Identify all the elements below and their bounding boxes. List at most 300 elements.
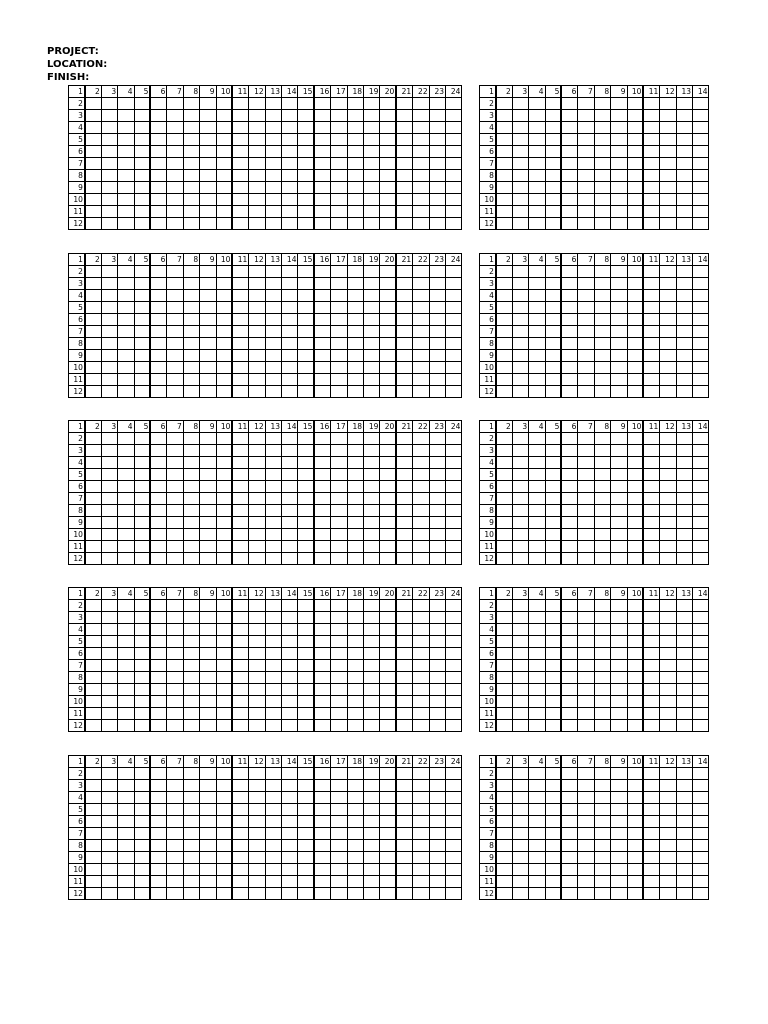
grid-cell bbox=[611, 804, 627, 816]
column-number: 6 bbox=[561, 756, 577, 768]
grid-cell bbox=[627, 158, 643, 170]
grid-cell bbox=[167, 182, 183, 194]
column-number: 14 bbox=[282, 254, 298, 266]
grid-cell bbox=[660, 326, 676, 338]
row-number: 9 bbox=[69, 684, 85, 696]
grid-cell bbox=[183, 158, 199, 170]
grid-cell bbox=[445, 98, 461, 110]
grid-cell bbox=[413, 206, 429, 218]
grid-cell bbox=[396, 493, 412, 505]
row-number: 11 bbox=[69, 708, 85, 720]
grid-cell bbox=[413, 708, 429, 720]
grid-cell bbox=[265, 110, 281, 122]
column-number: 14 bbox=[693, 756, 709, 768]
column-number: 13 bbox=[676, 254, 692, 266]
grid-cell bbox=[85, 517, 101, 529]
grid-cell bbox=[364, 792, 380, 804]
grid-cell bbox=[232, 828, 248, 840]
grid-cell bbox=[200, 266, 216, 278]
grid-cell bbox=[380, 338, 396, 350]
grid-cell bbox=[85, 290, 101, 302]
grid-cell bbox=[282, 457, 298, 469]
grid-cell bbox=[578, 768, 594, 780]
grid-cell bbox=[676, 326, 692, 338]
grid-cell bbox=[85, 386, 101, 398]
grid-cell bbox=[594, 278, 610, 290]
column-number: 1 bbox=[69, 588, 85, 600]
grid-cell bbox=[331, 433, 347, 445]
grid-cell bbox=[660, 362, 676, 374]
row-number: 7 bbox=[480, 828, 496, 840]
grid-cell bbox=[183, 98, 199, 110]
grid-cell bbox=[167, 816, 183, 828]
grid-cell bbox=[396, 206, 412, 218]
grid-cell bbox=[85, 314, 101, 326]
grid-cell bbox=[314, 146, 330, 158]
grid-cell bbox=[512, 266, 528, 278]
grid-cell bbox=[380, 493, 396, 505]
grid-cell bbox=[232, 816, 248, 828]
grid-cell bbox=[445, 708, 461, 720]
row-number: 4 bbox=[69, 624, 85, 636]
grid-cell bbox=[249, 433, 265, 445]
grid-cell bbox=[85, 636, 101, 648]
grid-cell bbox=[429, 768, 445, 780]
grid-cell bbox=[413, 876, 429, 888]
grid-cell bbox=[611, 433, 627, 445]
grid-cell bbox=[298, 314, 314, 326]
grid-cell bbox=[249, 469, 265, 481]
grid-cell bbox=[216, 218, 232, 230]
grid-cell bbox=[594, 541, 610, 553]
grid-cell bbox=[331, 457, 347, 469]
row-number: 8 bbox=[480, 672, 496, 684]
grid-cell bbox=[331, 122, 347, 134]
grid-cell bbox=[529, 660, 545, 672]
column-number: 13 bbox=[676, 756, 692, 768]
grid-cell bbox=[594, 350, 610, 362]
column-number: 6 bbox=[150, 421, 166, 433]
row-number: 6 bbox=[69, 481, 85, 493]
grid-row bbox=[480, 146, 709, 158]
grid-cell bbox=[396, 804, 412, 816]
grid-cell bbox=[167, 445, 183, 457]
grid-cell bbox=[265, 386, 281, 398]
grid-cell bbox=[134, 648, 150, 660]
grid-cell bbox=[660, 110, 676, 122]
grid-cell bbox=[496, 684, 512, 696]
grid-cell bbox=[429, 648, 445, 660]
grid-cell bbox=[331, 218, 347, 230]
grid-cell bbox=[660, 660, 676, 672]
row-number: 9 bbox=[69, 852, 85, 864]
grid-cell bbox=[445, 362, 461, 374]
grid-cell bbox=[627, 816, 643, 828]
grid-cell bbox=[561, 481, 577, 493]
column-number: 18 bbox=[347, 588, 363, 600]
grid-cell bbox=[150, 517, 166, 529]
grid-cell bbox=[232, 206, 248, 218]
grid-cell bbox=[249, 290, 265, 302]
grid-cell bbox=[660, 170, 676, 182]
grid-cell bbox=[200, 374, 216, 386]
grid-row bbox=[69, 708, 462, 720]
grid-cell bbox=[643, 816, 659, 828]
grid-cell bbox=[249, 206, 265, 218]
grid-cell bbox=[429, 433, 445, 445]
grid-cell bbox=[693, 146, 709, 158]
grid-cell bbox=[561, 493, 577, 505]
row-number: 10 bbox=[69, 194, 85, 206]
grid-cell bbox=[643, 505, 659, 517]
grid-cell bbox=[445, 170, 461, 182]
grid-cell bbox=[627, 122, 643, 134]
grid-cell bbox=[200, 481, 216, 493]
grid-cell bbox=[611, 612, 627, 624]
grid-cell bbox=[150, 541, 166, 553]
small-grid-4 bbox=[479, 587, 709, 732]
grid-cell bbox=[347, 505, 363, 517]
grid-cell bbox=[134, 541, 150, 553]
grid-cell bbox=[413, 469, 429, 481]
grid-cell bbox=[150, 98, 166, 110]
grid-cell bbox=[282, 445, 298, 457]
grid-cell bbox=[298, 206, 314, 218]
column-number: 4 bbox=[529, 86, 545, 98]
grid-cell bbox=[496, 864, 512, 876]
grid-cell bbox=[134, 529, 150, 541]
grid-cell bbox=[660, 792, 676, 804]
grid-cell bbox=[413, 134, 429, 146]
grid-cell bbox=[529, 493, 545, 505]
grid-cell bbox=[331, 840, 347, 852]
grid-cell bbox=[611, 708, 627, 720]
grid-cell bbox=[545, 457, 561, 469]
grid-cell bbox=[150, 648, 166, 660]
grid-cell bbox=[314, 182, 330, 194]
row-number: 7 bbox=[480, 158, 496, 170]
grid-cell bbox=[660, 612, 676, 624]
grid-cell bbox=[496, 529, 512, 541]
grid-row bbox=[69, 864, 462, 876]
grid-cell bbox=[134, 146, 150, 158]
grid-cell bbox=[413, 362, 429, 374]
grid-cell bbox=[578, 708, 594, 720]
grid-cell bbox=[282, 888, 298, 900]
grid-cell bbox=[134, 170, 150, 182]
grid-cell bbox=[627, 672, 643, 684]
grid-cell bbox=[611, 445, 627, 457]
grid-cell bbox=[429, 517, 445, 529]
grid-cell bbox=[594, 326, 610, 338]
grid-cell bbox=[183, 768, 199, 780]
grid-cell bbox=[216, 612, 232, 624]
grid-cell bbox=[364, 338, 380, 350]
grid-cell bbox=[380, 433, 396, 445]
grid-cell bbox=[627, 170, 643, 182]
row-number: 3 bbox=[69, 278, 85, 290]
column-number: 11 bbox=[643, 421, 659, 433]
grid-cell bbox=[545, 469, 561, 481]
grid-cell bbox=[183, 708, 199, 720]
grid-cell bbox=[413, 493, 429, 505]
grid-cell bbox=[380, 888, 396, 900]
grid-cell bbox=[167, 146, 183, 158]
grid-cell bbox=[578, 445, 594, 457]
grid-cell bbox=[380, 350, 396, 362]
grid-cell bbox=[265, 553, 281, 565]
grid-cell bbox=[413, 302, 429, 314]
row-number: 4 bbox=[480, 122, 496, 134]
column-number: 9 bbox=[611, 421, 627, 433]
grid-cell bbox=[445, 110, 461, 122]
grid-cell bbox=[676, 816, 692, 828]
grid-cell bbox=[643, 457, 659, 469]
column-number: 4 bbox=[529, 421, 545, 433]
grid-cell bbox=[643, 134, 659, 146]
grid-cell bbox=[200, 170, 216, 182]
grid-cell bbox=[693, 636, 709, 648]
grid-cell bbox=[413, 768, 429, 780]
grid-cell bbox=[396, 445, 412, 457]
grid-cell bbox=[578, 684, 594, 696]
grid-cell bbox=[561, 708, 577, 720]
grid-cell bbox=[676, 433, 692, 445]
grid-cell bbox=[676, 708, 692, 720]
grid-cell bbox=[298, 110, 314, 122]
grid-cell bbox=[364, 600, 380, 612]
grid-cell bbox=[150, 350, 166, 362]
row-number: 6 bbox=[69, 314, 85, 326]
grid-cell bbox=[134, 469, 150, 481]
grid-cell bbox=[232, 146, 248, 158]
grid-cell bbox=[331, 314, 347, 326]
grid-cell bbox=[183, 624, 199, 636]
column-number: 3 bbox=[512, 86, 528, 98]
grid-cell bbox=[150, 888, 166, 900]
grid-cell bbox=[643, 158, 659, 170]
grid-row bbox=[69, 218, 462, 230]
grid-cell bbox=[150, 302, 166, 314]
grid-cell bbox=[364, 481, 380, 493]
grid-cell bbox=[331, 648, 347, 660]
grid-cell bbox=[150, 684, 166, 696]
grid-cell bbox=[676, 780, 692, 792]
column-number: 10 bbox=[216, 756, 232, 768]
grid-cell bbox=[660, 517, 676, 529]
grid-cell bbox=[545, 445, 561, 457]
grid-cell bbox=[496, 266, 512, 278]
grid-cell bbox=[200, 648, 216, 660]
grid-row bbox=[69, 768, 462, 780]
grid-cell bbox=[101, 206, 117, 218]
grid-cell bbox=[545, 780, 561, 792]
grid-cell bbox=[561, 780, 577, 792]
grid-cell bbox=[183, 290, 199, 302]
grid-cell bbox=[396, 648, 412, 660]
grid-row bbox=[69, 98, 462, 110]
grid-cell bbox=[578, 864, 594, 876]
grid-cell bbox=[282, 386, 298, 398]
grid-cell bbox=[101, 768, 117, 780]
grid-cell bbox=[512, 612, 528, 624]
grid-cell bbox=[265, 314, 281, 326]
grid-cell bbox=[512, 553, 528, 565]
row-number: 11 bbox=[480, 876, 496, 888]
large-grid-4 bbox=[68, 587, 462, 732]
grid-cell bbox=[627, 696, 643, 708]
grid-cell bbox=[216, 278, 232, 290]
grid-cell bbox=[150, 840, 166, 852]
grid-cell bbox=[396, 218, 412, 230]
grid-cell bbox=[150, 553, 166, 565]
column-number: 15 bbox=[298, 86, 314, 98]
small-grid-3 bbox=[479, 420, 709, 565]
grid-cell bbox=[611, 350, 627, 362]
grid-cell bbox=[183, 362, 199, 374]
grid-cell bbox=[298, 684, 314, 696]
grid-cell bbox=[183, 182, 199, 194]
row-number: 4 bbox=[480, 792, 496, 804]
grid-cell bbox=[594, 481, 610, 493]
column-number: 13 bbox=[265, 588, 281, 600]
grid-cell bbox=[347, 98, 363, 110]
grid-cell bbox=[150, 529, 166, 541]
grid-row bbox=[69, 624, 462, 636]
grid-cell bbox=[578, 804, 594, 816]
grid-cell bbox=[265, 624, 281, 636]
grid-cell bbox=[134, 600, 150, 612]
grid-cell bbox=[347, 780, 363, 792]
grid-cell bbox=[298, 600, 314, 612]
grid-row bbox=[480, 816, 709, 828]
grid-cell bbox=[545, 134, 561, 146]
column-number: 23 bbox=[429, 588, 445, 600]
grid-cell bbox=[512, 98, 528, 110]
grid-cell bbox=[429, 840, 445, 852]
grid-cell bbox=[396, 612, 412, 624]
grid-cell bbox=[578, 696, 594, 708]
grid-cell bbox=[232, 182, 248, 194]
row-number: 2 bbox=[69, 98, 85, 110]
grid-cell bbox=[364, 888, 380, 900]
grid-cell bbox=[347, 218, 363, 230]
grid-cell bbox=[445, 816, 461, 828]
grid-cell bbox=[282, 314, 298, 326]
grid-cell bbox=[265, 529, 281, 541]
grid-cell bbox=[298, 828, 314, 840]
column-number: 18 bbox=[347, 254, 363, 266]
grid-cell bbox=[118, 290, 134, 302]
grid-cell bbox=[676, 660, 692, 672]
grid-cell bbox=[529, 218, 545, 230]
column-number: 8 bbox=[594, 421, 610, 433]
grid-cell bbox=[529, 350, 545, 362]
grid-cell bbox=[200, 696, 216, 708]
grid-cell bbox=[200, 529, 216, 541]
grid-cell bbox=[101, 876, 117, 888]
grid-cell bbox=[660, 624, 676, 636]
grid-row bbox=[69, 804, 462, 816]
column-number: 10 bbox=[627, 86, 643, 98]
grid-cell bbox=[396, 362, 412, 374]
grid-cell bbox=[578, 146, 594, 158]
grid-cell bbox=[693, 194, 709, 206]
grid-cell bbox=[660, 182, 676, 194]
grid-cell bbox=[429, 816, 445, 828]
grid-cell bbox=[167, 768, 183, 780]
grid-cell bbox=[200, 445, 216, 457]
grid-row bbox=[69, 314, 462, 326]
grid-row bbox=[69, 254, 462, 266]
grid-cell bbox=[232, 840, 248, 852]
grid-cell bbox=[150, 218, 166, 230]
grid-cell bbox=[101, 326, 117, 338]
grid-cell bbox=[660, 541, 676, 553]
grid-cell bbox=[380, 290, 396, 302]
grid-cell bbox=[496, 840, 512, 852]
grid-cell bbox=[611, 457, 627, 469]
grid-cell bbox=[216, 182, 232, 194]
row-number: 10 bbox=[69, 362, 85, 374]
grid-cell bbox=[429, 708, 445, 720]
grid-cell bbox=[232, 386, 248, 398]
grid-cell bbox=[101, 780, 117, 792]
grid-cell bbox=[216, 888, 232, 900]
grid-cell bbox=[232, 852, 248, 864]
grid-cell bbox=[118, 433, 134, 445]
grid-cell bbox=[85, 433, 101, 445]
grid-cell bbox=[380, 445, 396, 457]
grid-cell bbox=[265, 158, 281, 170]
grid-row bbox=[69, 505, 462, 517]
grid-cell bbox=[529, 362, 545, 374]
grid-cell bbox=[282, 612, 298, 624]
grid-cell bbox=[347, 338, 363, 350]
grid-cell bbox=[380, 720, 396, 732]
grid-cell bbox=[676, 98, 692, 110]
grid-cell bbox=[413, 278, 429, 290]
grid-cell bbox=[676, 122, 692, 134]
grid-cell bbox=[611, 266, 627, 278]
grid-cell bbox=[545, 636, 561, 648]
grid-cell bbox=[249, 134, 265, 146]
grid-cell bbox=[314, 672, 330, 684]
grid-cell bbox=[676, 720, 692, 732]
grid-cell bbox=[561, 170, 577, 182]
grid-cell bbox=[216, 122, 232, 134]
grid-cell bbox=[331, 146, 347, 158]
grid-cell bbox=[232, 517, 248, 529]
grid-cell bbox=[134, 624, 150, 636]
grid-cell bbox=[85, 816, 101, 828]
grid-cell bbox=[134, 517, 150, 529]
grid-cell bbox=[445, 469, 461, 481]
grid-cell bbox=[627, 433, 643, 445]
grid-cell bbox=[85, 134, 101, 146]
grid-cell bbox=[380, 457, 396, 469]
column-number: 23 bbox=[429, 254, 445, 266]
grid-cell bbox=[298, 852, 314, 864]
grid-cell bbox=[298, 386, 314, 398]
grid-cell bbox=[364, 517, 380, 529]
grid-cell bbox=[643, 876, 659, 888]
column-number: 8 bbox=[183, 756, 199, 768]
grid-cell bbox=[265, 326, 281, 338]
grid-cell bbox=[578, 266, 594, 278]
grid-cell bbox=[298, 457, 314, 469]
grid-cell bbox=[265, 194, 281, 206]
